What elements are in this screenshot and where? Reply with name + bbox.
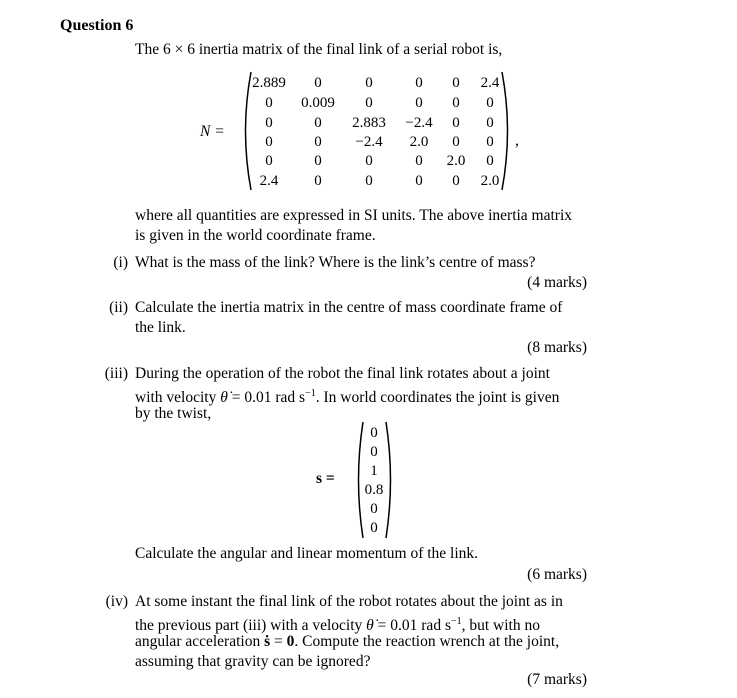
matrix-cell: 0	[452, 173, 460, 189]
matrix-cell: 0	[486, 134, 494, 150]
twist-entry: 0.8	[364, 482, 384, 498]
twist-entry: 1	[370, 463, 378, 479]
matrix-cell: 0	[486, 153, 494, 169]
part-ii-line1: Calculate the inertia matrix in the centre of mass coordinate frame of	[135, 299, 563, 316]
part-iv-line1: At some instant the final link of the robot rotates about the joint as in	[135, 593, 563, 610]
part-iii-line1: During the operation of the robot the final link rotates about a joint	[135, 365, 550, 382]
part-iii-question: Calculate the angular and linear momentum of the link.	[135, 545, 479, 562]
matrix-cell: 2.4	[480, 75, 500, 91]
matrix-cell: 0	[265, 95, 273, 111]
note-line2: is given in the world coordinate frame.	[135, 227, 376, 244]
part-i-marks: (4 marks)	[527, 274, 587, 291]
part-iv-line2: the previous part (iii) with a velocity θ̇ = 0.01 rad $s^{-1}$, but with no	[135, 616, 540, 635]
twist-entry: 0	[370, 520, 378, 536]
part-iii-line2: with velocity θ̇ = 0.01 rad $s^{-1}$. In world coordinates the joint is given	[135, 388, 560, 407]
matrix-trailing-comma: ,	[515, 132, 519, 149]
matrix-cell: 0	[365, 173, 373, 189]
matrix-cell: 0	[265, 153, 273, 169]
note-line1: where all quantities are expressed in SI units. The above inertia matrix	[135, 207, 573, 224]
matrix-cell: 2.0	[409, 134, 429, 150]
part-ii-line2: the link.	[135, 319, 186, 336]
matrix-cell: 0	[415, 153, 423, 169]
matrix-cell: 0	[314, 173, 322, 189]
matrix-cell: 0	[486, 115, 494, 131]
twist-entry: 0	[370, 425, 378, 441]
zero-vector-symbol: 0	[286, 633, 295, 650]
matrix-cell: −2.4	[355, 134, 383, 150]
matrix-cell: 2.4	[259, 173, 279, 189]
part-i-label: (i)	[113, 254, 128, 271]
matrix-cell: 0	[415, 95, 423, 111]
theta-dot-symbol: θ̇	[366, 617, 374, 635]
matrix-cell: 0	[452, 95, 460, 111]
matrix-cell: 2.0	[446, 153, 466, 169]
part-iv-line4: assuming that gravity can be ignored?	[135, 653, 371, 670]
matrix-cell: 0.009	[301, 95, 335, 111]
question-heading: Question 6	[60, 17, 134, 34]
part-iii-label: (iii)	[104, 365, 128, 382]
part-ii-marks: (8 marks)	[527, 339, 587, 356]
matrix-cell: 0	[314, 75, 322, 91]
part-i-text: What is the mass of the link? Where is the link’s centre of mass?	[135, 254, 536, 271]
matrix-cell: 0	[415, 173, 423, 189]
twist-entry: 0	[370, 444, 378, 460]
matrix-label: N =	[200, 123, 225, 140]
matrix-cell: 0	[314, 134, 322, 150]
matrix-cell: 0	[415, 75, 423, 91]
matrix-cell: 0	[365, 75, 373, 91]
matrix-cell: 0	[265, 134, 273, 150]
matrix-cell: 2.883	[352, 115, 386, 131]
matrix-cell: 2.889	[252, 75, 286, 91]
twist-entry: 0	[370, 501, 378, 517]
twist-label: s =	[316, 470, 335, 487]
theta-dot-symbol: θ̇	[220, 389, 228, 407]
matrix-cell: −2.4	[405, 115, 433, 131]
part-iv-marks: (7 marks)	[527, 671, 587, 688]
matrix-cell: 0	[365, 153, 373, 169]
s-dot-symbol: ṡ	[264, 633, 271, 650]
question-intro: The 6 × 6 inertia matrix of the final link of a serial robot is,	[135, 41, 503, 58]
matrix-cell: 0	[365, 95, 373, 111]
matrix-cell: 0	[314, 153, 322, 169]
part-iii-marks: (6 marks)	[527, 566, 587, 583]
matrix-cell: 0	[452, 75, 460, 91]
part-iii-line3: by the twist,	[135, 405, 212, 422]
part-ii-label: (ii)	[109, 299, 128, 316]
matrix-cell: 2.0	[480, 173, 500, 189]
matrix-cell: 0	[452, 134, 460, 150]
part-iv-label: (iv)	[105, 593, 128, 610]
matrix-cell: 0	[265, 115, 273, 131]
matrix-cell: 0	[314, 115, 322, 131]
part-iv-line3: angular acceleration ṡ = 0. Compute the reaction wrench at the joint,	[135, 633, 560, 650]
matrix-cell: 0	[452, 115, 460, 131]
matrix-cell: 0	[486, 95, 494, 111]
